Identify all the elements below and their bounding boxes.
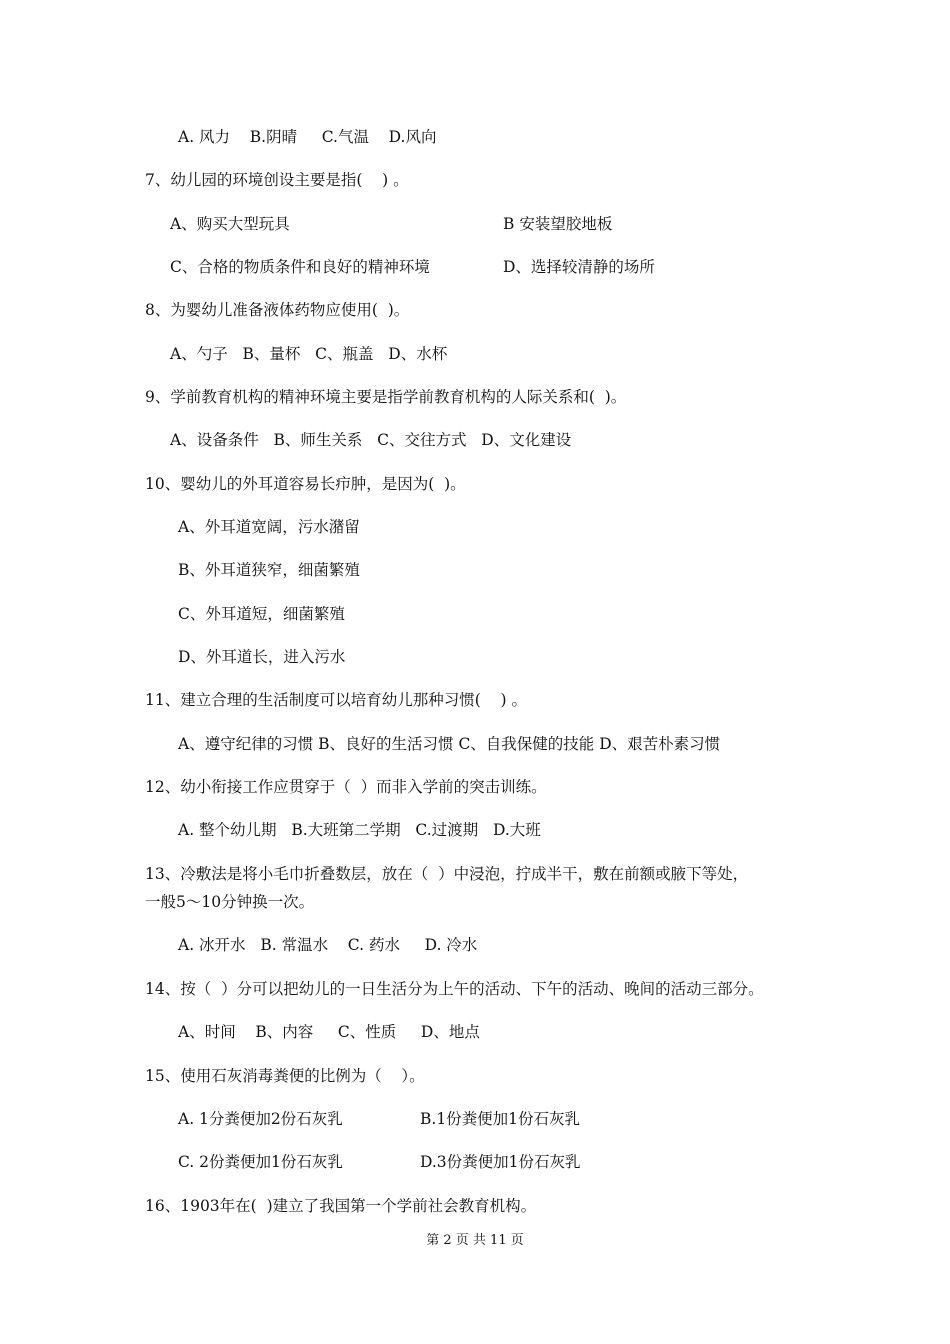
q10-option-d: D、外耳道长，进入污水 <box>178 648 346 666</box>
q8-question: 8、为婴幼儿准备液体药物应使用( )。 <box>145 301 410 319</box>
q10-option-c: C、外耳道短，细菌繁殖 <box>178 605 345 623</box>
q13-question-cont: 一般5～10分钟换一次。 <box>145 893 315 911</box>
q11-question: 11、建立合理的生活制度可以培育幼儿那种习惯( ) 。 <box>145 691 527 709</box>
q15-option-c: C. 2份粪便加1份石灰乳 <box>178 1153 343 1171</box>
q9-question: 9、学前教育机构的精神环境主要是指学前教育机构的人际关系和( )。 <box>145 388 627 406</box>
q13-options: A. 冰开水 B. 常温水 C. 药水 D. 冷水 <box>178 936 478 954</box>
q11-options: A、遵守纪律的习惯 B、良好的生活习惯 C、自我保健的技能 D、艰苦朴素习惯 <box>178 735 721 753</box>
q14-question: 14、按（ ）分可以把幼儿的一日生活分为上午的活动、下午的活动、晚间的活动三部分。 <box>145 980 764 998</box>
q12-options: A. 整个幼儿期 B.大班第二学期 C.过渡期 D.大班 <box>178 821 541 839</box>
q14-options: A、时间 B、内容 C、性质 D、地点 <box>178 1023 480 1041</box>
q10-question: 10、婴幼儿的外耳道容易长疖肿，是因为( )。 <box>145 475 466 493</box>
q7-question: 7、幼儿园的环境创设主要是指( ) 。 <box>145 171 409 189</box>
q8-options: A、勺子 B、量杯 C、瓶盖 D、水杯 <box>170 345 448 363</box>
q15-question: 15、使用石灰消毒粪便的比例为（ ）。 <box>145 1067 425 1085</box>
q12-question: 12、幼小衔接工作应贯穿于（ ）而非入学前的突击训练。 <box>145 778 547 796</box>
q7-option-c: C、合格的物质条件和良好的精神环境 <box>170 258 430 276</box>
q15-option-a: A. 1分粪便加2份石灰乳 <box>178 1110 343 1128</box>
q15-option-b: B.1份粪便加1份石灰乳 <box>420 1110 581 1128</box>
q6-options: A. 风力 B.阴晴 C.气温 D.风向 <box>178 128 437 146</box>
q10-option-b: B、外耳道狭窄，细菌繁殖 <box>178 561 360 579</box>
q7-option-b: B 安装望胶地板 <box>503 215 613 233</box>
q7-option-d: D、选择较清静的场所 <box>503 258 655 276</box>
q10-option-a: A、外耳道宽阔，污水潴留 <box>178 518 360 536</box>
q13-question: 13、冷敷法是将小毛巾折叠数层，放在（ ）中浸泡，拧成半干，敷在前额或腋下等处， <box>145 865 749 883</box>
q7-option-a: A、购买大型玩具 <box>170 215 290 233</box>
q15-option-d: D.3份粪便加1份石灰乳 <box>420 1153 581 1171</box>
q9-options: A、设备条件 B、师生关系 C、交往方式 D、文化建设 <box>170 431 572 449</box>
page-footer: 第 2 页 共 11 页 <box>426 1233 524 1248</box>
q16-question: 16、1903年在( )建立了我国第一个学前社会教育机构。 <box>145 1197 537 1215</box>
